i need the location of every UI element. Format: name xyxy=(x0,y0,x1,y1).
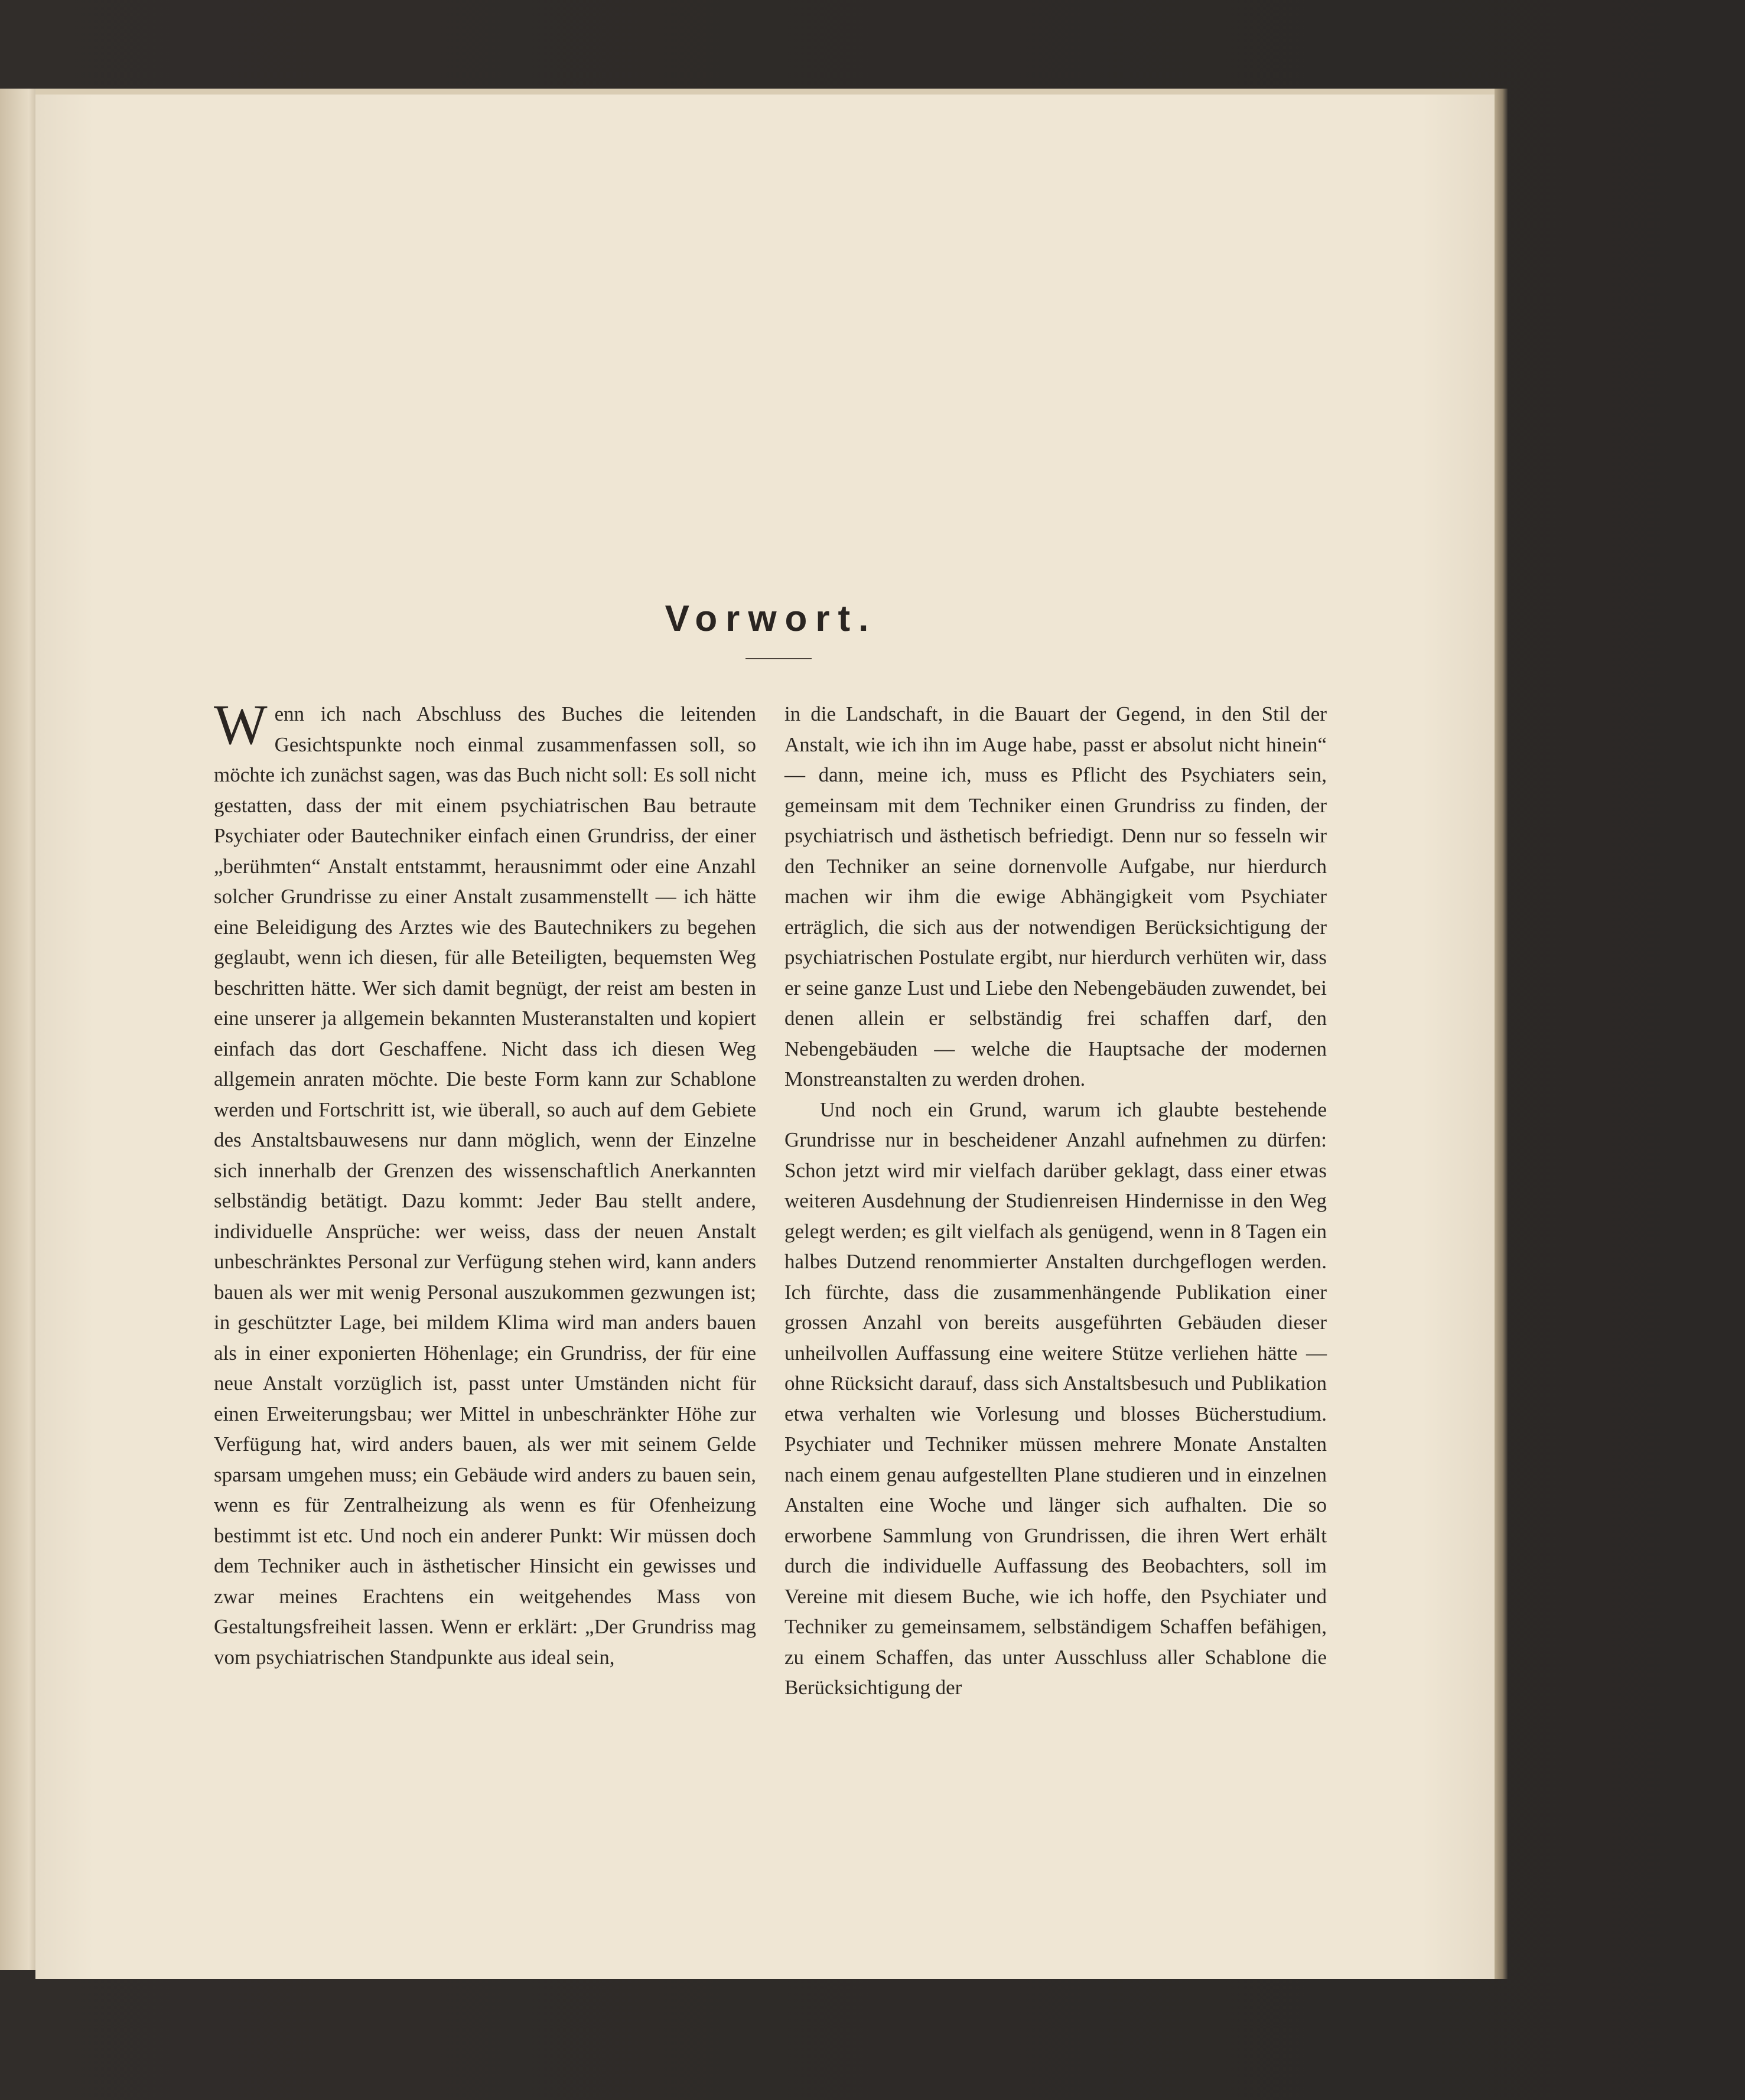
drop-cap: W xyxy=(214,693,268,756)
page-title: Vorwort. xyxy=(665,598,877,639)
text-column-left xyxy=(214,693,756,1672)
page-right-edge xyxy=(1495,89,1508,1979)
text-column-right xyxy=(784,699,1327,1703)
paragraph: in die Landschaft, in die Bauart der Gegend, in den Stil der Anstalt, wie ich ihn im Auge habe, passt er absolut nicht hinein“ — dann, meine ich, muss es Pflicht des Psychiaters sein, gemeinsam mit dem Techniker einen Grundriss zu finden, der psychiatrisch und ästhetisch befriedigt. Denn nur so fesseln wir den Techniker an seine dornenvolle Aufgabe, nur hierdurch machen wir ihm die ewige Abhängigkeit vom Psychiater erträglich, die sich aus der notwendigen Berücksichtigung der psychiatrischen Postulate ergibt, nur hierdurch verhüten wir, dass er seine ganze Lust und Liebe den Nebengebäuden zuwendet, bei denen allein er selbständig frei schaffen darf, den Nebengebäuden — welche die Hauptsache der modernen Monstreanstalten zu werden drohen. xyxy=(784,702,1327,1090)
title-divider xyxy=(745,658,812,659)
paragraph xyxy=(214,693,756,1672)
paragraph: Und noch ein Grund, warum ich glaubte bestehende Grundrisse nur in bescheidener Anzahl aufnehmen zu dürfen: Schon jetzt wird mir vielfach darüber geklagt, dass einer etwas weiteren Ausdehnung der Studienreisen Hindernisse in den Weg gelegt werden; es gilt vielfach als genügend, wenn in 8 Tagen ein halbes Dutzend renommierter Anstalten durchgeflogen werden. Ich fürchte, dass die zusammenhängende Publikation einer grossen Anzahl von bereits ausgeführten Gebäuden dieser unheilvollen Auffassung eine weitere Stütze verliehen hätte — ohne Rücksicht darauf, dass sich Anstaltsbesuch und Publikation etwa verhalten wie Vorlesung und blosses Bücherstudium. Psychiater und Techniker müssen mehrere Monate Anstalten nach einem genau aufgestellten Plane studieren und in einzelnen Anstalten eine Woche und länger sich aufhalten. Die so erworbene Sammlung von Grundrissen, die ihren Wert erhält durch die individuelle Auffassung des Beobachters, soll im Vereine mit diesem Buche, wie ich hoffe, den Psychiater und Techniker zu gemeinsamem, selbständigem Schaffen befähigen, zu einem Schaffen, das unter Ausschluss aller Schablone die Berücksichtigung der xyxy=(784,1098,1327,1699)
paragraph-text: enn ich nach Abschluss des Buches die leitenden Gesichtspunkte noch einmal zusammenfassen soll, so möchte ich zunächst sagen, was das Buch nicht soll: Es soll nicht gestatten, dass der mit einem psychiatrischen Bau betraute Psychiater oder Bautechniker einfach einen Grundriss, der einer „berühmten“ Anstalt entstammt, herausnimmt oder eine Anzahl solcher Grundrisse zu einer Anstalt zusammenstellt — ich hätte eine Beleidigung des Arztes wie des Bautechnikers zu begehen geglaubt, wenn ich diesen, für alle Beteiligten, bequemsten Weg beschritten hätte. Wer sich damit begnügt, der reist am besten in eine unserer ja allgemein bekannten Musteranstalten und kopiert einfach das dort Geschaffene. Nicht dass ich diesen Weg allgemein anraten möchte. Die beste Form kann zur Schablone werden und Fortschritt ist, wie überall, so auch auf dem Gebiete des Anstaltsbauwesens nur dann möglich, wenn der Einzelne sich innerhalb der Grenzen des wissenschaftlich Anerkannten selbständig betätigt. Dazu kommt: Jeder Bau stellt andere, individuelle Ansprüche: wer weiss, dass der neuen Anstalt unbeschränktes Personal zur Verfügung stehen wird, kann anders bauen als wer mit wenig Personal auszukommen gezwungen ist; in geschützter Lage, bei mildem Klima wird man anders bauen als in einer exponierten Höhenlage; ein Grundriss, der für eine neue Anstalt vorzüglich ist, passt unter Umständen nicht für einen Erweiterungsbau; wer Mittel in unbeschränkter Höhe zur Verfügung hat, wird anders bauen, als wer mit seinem Gelde sparsam umgehen muss; ein Gebäude wird anders zu bauen sein, wenn es für Zentralheizung als wenn es für Ofenheizung bestimmt ist etc. Und noch ein anderer Punkt: Wir müssen doch dem Techniker auch in ästhetischer Hinsicht ein gewisses und zwar meines Erachtens ein weitgehendes Mass von Gestaltungsfreiheit lassen. Wenn er erklärt: „Der Grundriss mag vom psychiatrischen Standpunkte aus ideal sein, xyxy=(214,702,756,1669)
